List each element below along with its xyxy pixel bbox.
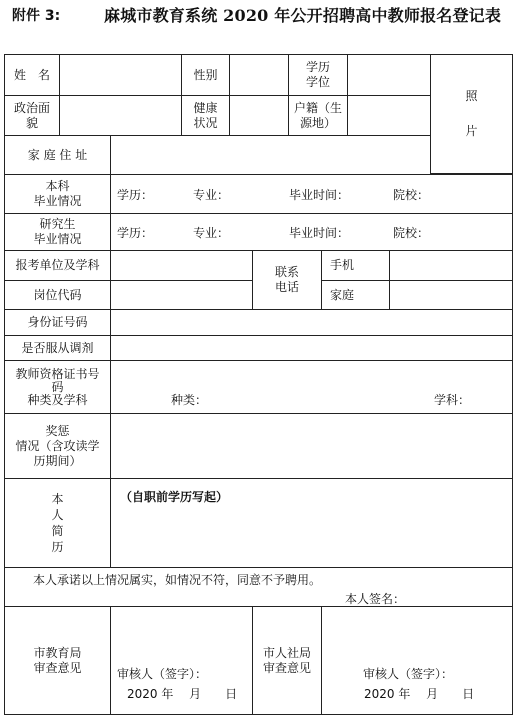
name-label: 姓 名 — [4, 54, 60, 96]
gender-field[interactable] — [229, 54, 289, 96]
undergrad-degree-label: 学历： — [117, 188, 154, 202]
city-edu-date: 2020 年 月 日 — [127, 687, 238, 701]
city-hr-date: 2020 年 月 日 — [364, 687, 475, 701]
apply-unit-field[interactable] — [110, 250, 253, 281]
political-label: 政治面 貌 — [4, 95, 60, 136]
undergrad-grad-time-label: 毕业时间： — [289, 188, 350, 202]
pledge-text: 本人承诺以上情况属实，如情况不符，同意不予聘用。 — [33, 573, 322, 587]
form-title — [0, 0, 516, 34]
undergrad-label: 本科 毕业情况 — [4, 174, 111, 214]
address-field[interactable] — [110, 135, 431, 175]
city-hr-label: 市人社局 审查意见 — [252, 606, 322, 715]
political-field[interactable] — [59, 95, 182, 136]
teacher-cert-label: 教师资格证书号 码 种类及学科 — [4, 360, 111, 414]
graduate-major-label: 专业： — [193, 226, 230, 240]
signature-label: 本人签名： — [345, 592, 406, 606]
graduate-school-label: 院校： — [393, 226, 430, 240]
health-label: 健康 状况 — [181, 95, 230, 136]
resume-hint: （自职前学历写起） — [120, 490, 229, 504]
education-label: 学历 学位 — [288, 54, 348, 96]
cert-type-label: 种类： — [171, 393, 208, 407]
cert-subject-label: 学科： — [434, 393, 471, 407]
graduate-label: 研究生 毕业情况 — [4, 213, 111, 251]
city-edu-reviewer-label: 审核人（签字）： — [117, 667, 208, 681]
contact-label: 联系 电话 — [252, 250, 322, 310]
photo-char-1: 照 — [465, 89, 478, 103]
city-hr-reviewer-label: 审核人（签字）： — [363, 667, 454, 681]
position-code-field[interactable] — [110, 280, 253, 310]
mobile-field[interactable] — [389, 250, 513, 281]
photo-box[interactable] — [430, 54, 513, 174]
hukou-field[interactable] — [347, 95, 431, 136]
name-field[interactable] — [59, 54, 182, 96]
obey-transfer-label: 是否服从调剂 — [4, 335, 111, 361]
id-number-label: 身份证号码 — [4, 309, 111, 336]
graduate-degree-label: 学历： — [117, 226, 154, 240]
education-field[interactable] — [347, 54, 431, 96]
hukou-label: 户籍（生 源地） — [288, 95, 348, 136]
graduate-grad-time-label: 毕业时间： — [289, 226, 350, 240]
gender-label: 性别 — [181, 54, 230, 96]
city-edu-label: 市教育局 审查意见 — [4, 606, 111, 715]
awards-label: 奖惩 情况（含攻读学 历期间） — [4, 413, 111, 479]
undergrad-major-label: 专业： — [193, 188, 230, 202]
address-label: 家 庭 住 址 — [4, 135, 111, 175]
page-title: 麻城市教育系统 2020 年公开招聘高中教师报名登记表 — [104, 6, 502, 25]
resume-label: 本 人 简 历 — [4, 478, 111, 568]
mobile-label: 手机 — [321, 250, 390, 281]
undergrad-school-label: 院校： — [393, 188, 430, 202]
awards-field[interactable] — [110, 413, 513, 479]
apply-unit-label: 报考单位及学科 — [4, 250, 111, 281]
attachment-label: 附件 3: — [12, 8, 61, 24]
health-field[interactable] — [229, 95, 289, 136]
home-phone-field[interactable] — [389, 280, 513, 310]
id-number-field[interactable] — [110, 309, 513, 336]
obey-transfer-field[interactable] — [110, 335, 513, 361]
position-code-label: 岗位代码 — [4, 280, 111, 310]
photo-char-2: 片 — [465, 124, 478, 138]
home-phone-label: 家庭 — [321, 280, 390, 310]
